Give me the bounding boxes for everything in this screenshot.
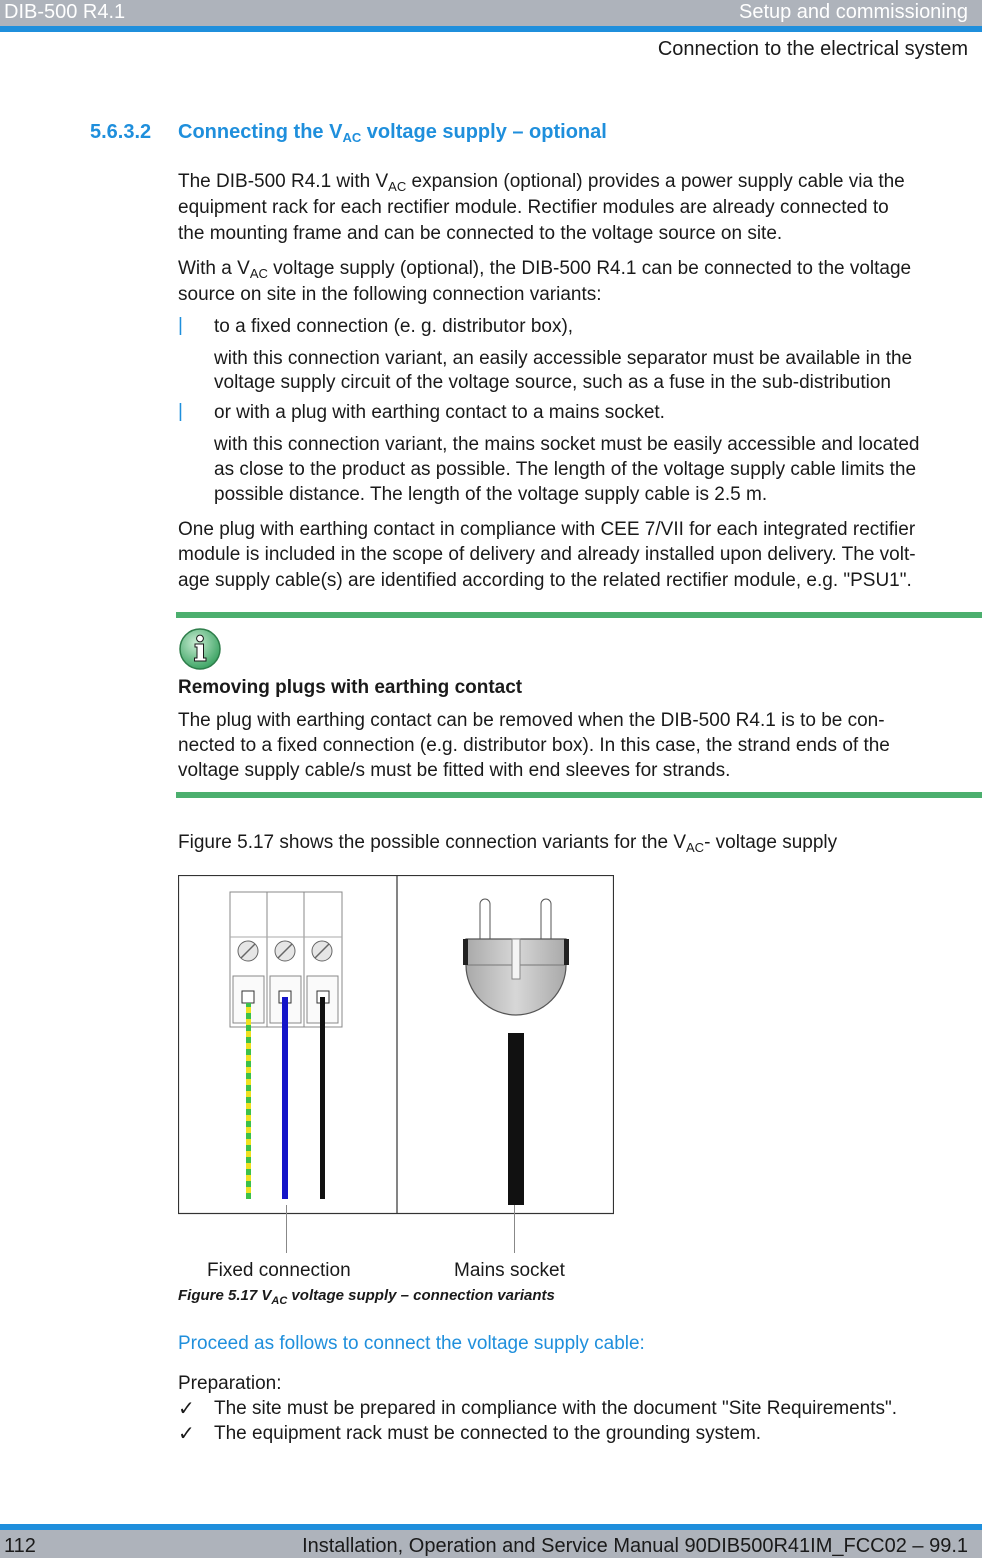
info-icon [178, 627, 222, 671]
figure-label-fixed: Fixed connection [207, 1260, 351, 1281]
label-leader-line [286, 1205, 287, 1253]
preparation-label: Preparation: [178, 1373, 282, 1394]
para3-line1: One plug with earthing contact in compliance with CEE 7/VII for each integrated rectifier [178, 519, 916, 540]
bullet-text: or with a plug with earthing contact to a mains socket. [214, 402, 665, 423]
note-line1: The plug with earthing contact can be removed when the DIB-500 R4.1 is to be con- [178, 710, 885, 731]
phase-wire [320, 997, 325, 1199]
note-line3: voltage supply cable/s must be fitted with end sleeves for strands. [178, 760, 731, 781]
header-chapter: Setup and commissioning [738, 1, 968, 23]
para2-line2: source on site in the following connection variants: [178, 284, 602, 305]
preparation-item: The equipment rack must be connected to the grounding system. [214, 1423, 762, 1444]
label-leader-line [514, 1205, 515, 1253]
header-product: DIB-500 R4.1 [4, 1, 126, 23]
section-number: 5.6.3.2 [90, 121, 152, 143]
bullet-sub-line: as close to the product as possible. The length of the voltage supply cable limits the [214, 459, 917, 480]
note-title: Removing plugs with earthing contact [178, 677, 523, 698]
para1-line3: the mounting frame and can be connected to the voltage source on site. [178, 223, 783, 244]
bullet-marker: | [178, 315, 183, 336]
header-accent-line [0, 26, 982, 32]
para1-line1: The DIB-500 R4.1 with $V_{AC}$ expansion (optional) provides a power supply cable via the [178, 171, 905, 194]
checkmark-icon: ✓ [178, 1398, 195, 1420]
section-title: Connecting the $V_{AC}$ voltage supply – optional [178, 121, 607, 145]
bullet-sub-line: possible distance. The length of the voltage supply cable is 2.5 m. [214, 484, 768, 505]
para3-line2: module is included in the scope of delivery and already installed upon delivery. The volt- [178, 544, 916, 565]
figure-intro: Figure 5.17 shows the possible connection variants for the $V_{AC}-$ voltage supply [178, 832, 838, 855]
bullet-sub-line: with this connection variant, an easily accessible separator must be available in the [214, 348, 913, 369]
preparation-item: The site must be prepared in compliance with the document "Site Requirements". [214, 1398, 898, 1419]
procedure-heading: Proceed as follows to connect the voltage supply cable: [178, 1333, 645, 1354]
connection-variants-figure [178, 875, 614, 1215]
figure-label-mains: Mains socket [454, 1260, 565, 1281]
bullet-sub-line: with this connection variant, the mains socket must be easily accessible and located [214, 434, 920, 455]
page-number: 112 [4, 1535, 36, 1557]
bullet-sub-line: voltage supply circuit of the voltage source, such as a fuse in the sub-distribution [214, 372, 891, 393]
plug-cable [508, 1033, 524, 1205]
earth-wire [246, 1003, 251, 1199]
checkmark-icon: ✓ [178, 1423, 195, 1445]
note-bottom-rule [176, 792, 982, 798]
note-line2: nected to a fixed connection (e.g. distributor box). In this case, the strand ends of the [178, 735, 890, 756]
bullet-text: to a fixed connection (e. g. distributor box), [214, 316, 574, 337]
figure-caption: Figure 5.17 $V_{AC}$ voltage supply – connection variants [178, 1287, 555, 1307]
neutral-wire [282, 997, 288, 1199]
note-top-rule [176, 612, 982, 618]
footer-document-id: Installation, Operation and Service Manual 90DIB500R41IM_FCC02 – 99.1 [302, 1535, 968, 1557]
para2-line1: With a $V_{AC}$ voltage supply (optional), the DIB-500 R4.1 can be connected to the voltage [178, 258, 912, 281]
para1-line2: equipment rack for each rectifier module. Rectifier modules are already connected to [178, 197, 889, 218]
header-section: Connection to the electrical system [657, 38, 968, 60]
para3-line3: age supply cable(s) are identified according to the related rectifier module, e.g. "PSU1". [178, 570, 912, 591]
bullet-marker: | [178, 401, 183, 422]
